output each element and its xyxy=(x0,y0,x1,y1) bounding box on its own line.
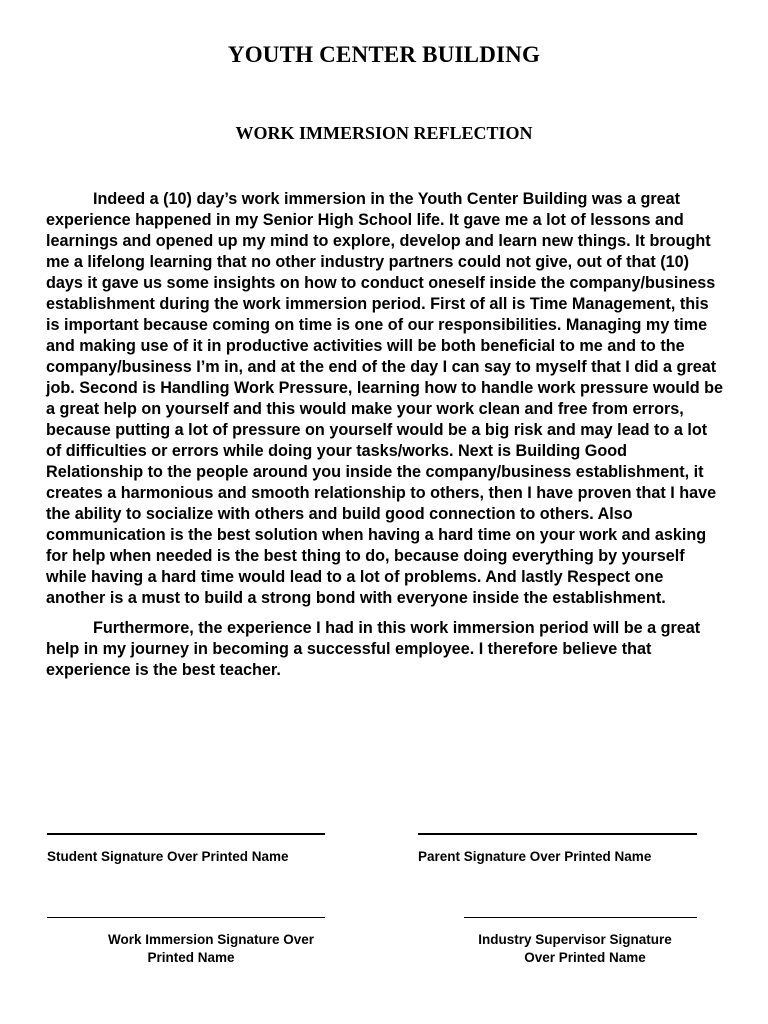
paragraph-1: Indeed a (10) day’s work immersion in the Youth Center Building was a great experience happened in my Senior High School life. It gave me a lot of lessons and learnings and opened up my mind to explore, develop and learn new things. It brought me a lifelong learning that no other industry partners could not give, out of that (10) days it gave us some insights on how to conduct oneself inside the company/business establishment during the work immersion period. First of all is Time Management, this is important because coming on time is one of our responsibilities. Managing my time and making use of it in productive activities will be both beneficial to me and to the company/business I’m in, and at the end of the day I can say to myself that I did a great job. Second is Handling Work Pressure, learning how to handle work pressure would be a great help on yourself and this would make your work clean and free from errors, because putting a lot of pressure on yourself would be a big risk and may lead to a lot of difficulties or errors while doing your tasks/works. Next is Building Good Relationship to the people around you inside the company/business establishment, it creates a harmonious and smooth relationship to others, then I have proven that I have the ability to socialize with others and build good connection to others. Also communication is the best solution when having a hard time on your work and asking for help when needed is the best thing to do, because doing everything by yourself while having a hard time would lead to a lot of problems. And lastly Respect one another is a must to build a strong bond with everyone inside the establishment. xyxy=(46,190,723,607)
work-immersion-signature-line xyxy=(47,917,325,918)
document-title: YOUTH CENTER BUILDING xyxy=(227,42,541,67)
work-immersion-label-line-2: Printed Name xyxy=(147,950,235,965)
document-subtitle: WORK IMMERSION REFLECTION xyxy=(235,123,533,143)
supervisor-signature-line xyxy=(464,917,697,918)
supervisor-signature-label xyxy=(450,931,700,967)
supervisor-label-line-2: Over Printed Name xyxy=(524,950,646,965)
reflection-body xyxy=(46,189,726,681)
parent-signature-line xyxy=(418,833,697,835)
supervisor-label-line-1: Industry Supervisor Signature xyxy=(478,932,672,947)
work-immersion-label-line-1: Work Immersion Signature Over xyxy=(107,932,315,947)
work-immersion-signature-label xyxy=(72,931,350,967)
parent-signature-label: Parent Signature Over Printed Name xyxy=(418,849,652,864)
paragraph-2: Furthermore, the experience I had in this work immersion period will be a great help in my journey in becoming a successful employee. I therefore believe that experience is the best teacher. xyxy=(46,619,701,679)
student-signature-line xyxy=(47,833,325,835)
student-signature-label: Student Signature Over Printed Name xyxy=(47,849,289,864)
